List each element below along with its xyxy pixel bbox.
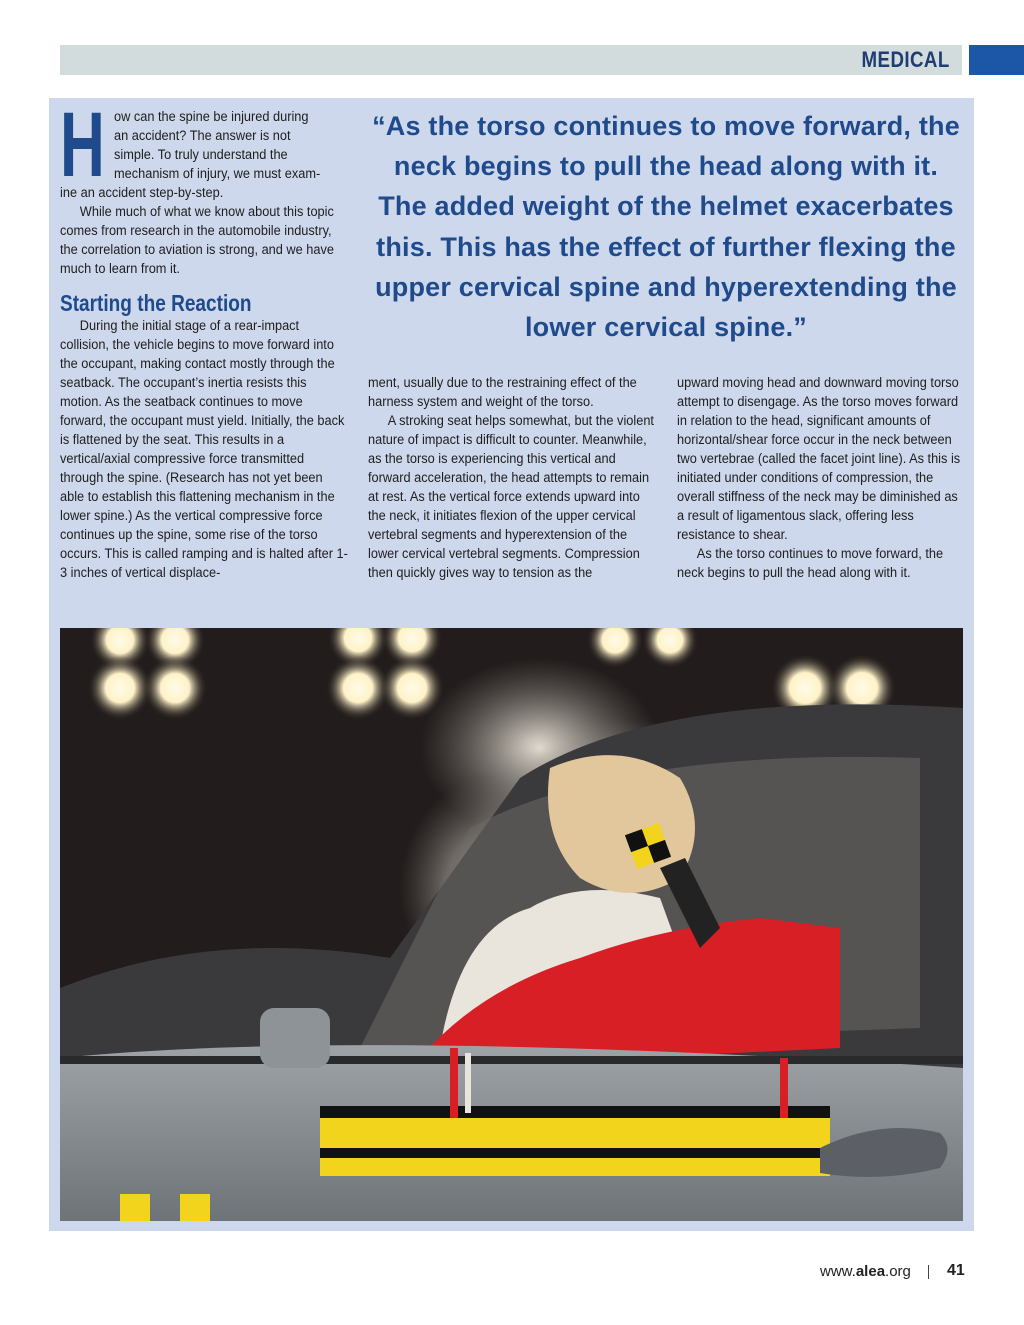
header-bar: [60, 45, 962, 75]
intro-line: an accident? The answer is not: [114, 128, 291, 144]
paragraph: ment, usually due to the restraining effect of the harness system and weight of the torso.: [368, 375, 637, 410]
paragraph: upward moving head and downward moving torso attempt to disengage. As the torso moves forward in relation to the head, significant amounts of horizontal/shear force occur in the neck between two vertebrae (called the facet joint line). As this is initiated under conditions of compression, the overall stiffness of the neck may be diminished as a result of ligamentous slack, offering less resistance to shear.: [677, 375, 961, 543]
intro-line: mechanism of injury, we must exam-: [114, 166, 321, 182]
intro-line: ine an accident step-by-step.: [60, 185, 224, 201]
column-2: [368, 374, 658, 583]
drop-cap: H: [60, 94, 105, 196]
column-1-inner: [60, 94, 348, 583]
site-prefix: www.: [820, 1263, 856, 1280]
header-accent-block: [969, 45, 1024, 75]
site-suffix: .org: [885, 1263, 911, 1280]
column-2-inner: [368, 374, 656, 583]
paragraph: During the initial stage of a rear-impact collision, the vehicle begins to move forward into the occupant, making contact mostly through the seatback. The occupant’s inertia resists this motion. As the seatback continues to move forward, the occupant must yield. Initially, the back is flattened by the seat. This results in a vertical/axial compressive force transmitted through the spine. (Research has not yet been able to establish this flattening mechanism in the lower spine.) As the vertical compressive force continues up the spine, some rise of the torso occurs. This is called ramping and is halted after 1-3 inches of vertical displace-: [60, 318, 348, 581]
crash-test-illustration-icon: [60, 628, 963, 1221]
footer-website[interactable]: [820, 1263, 911, 1280]
intro-line: ow can the spine be injured during: [114, 109, 309, 125]
page-number: 41: [947, 1262, 965, 1279]
paragraph: While much of what we know about this topic comes from research in the automobile industry, the correlation to aviation is strong, and we have much to learn from it.: [60, 204, 334, 277]
column-3: [677, 374, 967, 583]
footer-divider: [928, 1265, 929, 1279]
paragraph: As the torso continues to move forward, the neck begins to pull the head along with it.: [677, 546, 944, 581]
subhead: Starting the Reaction: [60, 290, 252, 316]
site-bold: alea: [855, 1263, 886, 1280]
intro-line: simple. To truly understand the: [114, 147, 288, 163]
crash-test-photo: [60, 628, 963, 1221]
measurement-ruler: [320, 1106, 830, 1176]
column-3-inner: [677, 374, 965, 583]
column-1: [60, 94, 348, 583]
pull-quote: “As the torso continues to move forward, the neck begins to pull the head along with it. The added weight of the helmet exacerbates this. This has the effect of further flexing the upper cervical spine and hyperextending the lower cervical spine.”: [372, 111, 960, 343]
section-label: MEDICAL: [861, 47, 950, 72]
paragraph: A stroking seat helps somewhat, but the violent nature of impact is difficult to counter. Meanwhile, as the torso is experiencing this vertical and forward acceleration, the head attempts to remain at rest. As the vertical force extends upward into the neck, it initiates flexion of the upper cervical vertebral segments and hyperextension of the lower cervical vertebral segments. Compression then quickly gives way to tension as the: [368, 413, 654, 581]
